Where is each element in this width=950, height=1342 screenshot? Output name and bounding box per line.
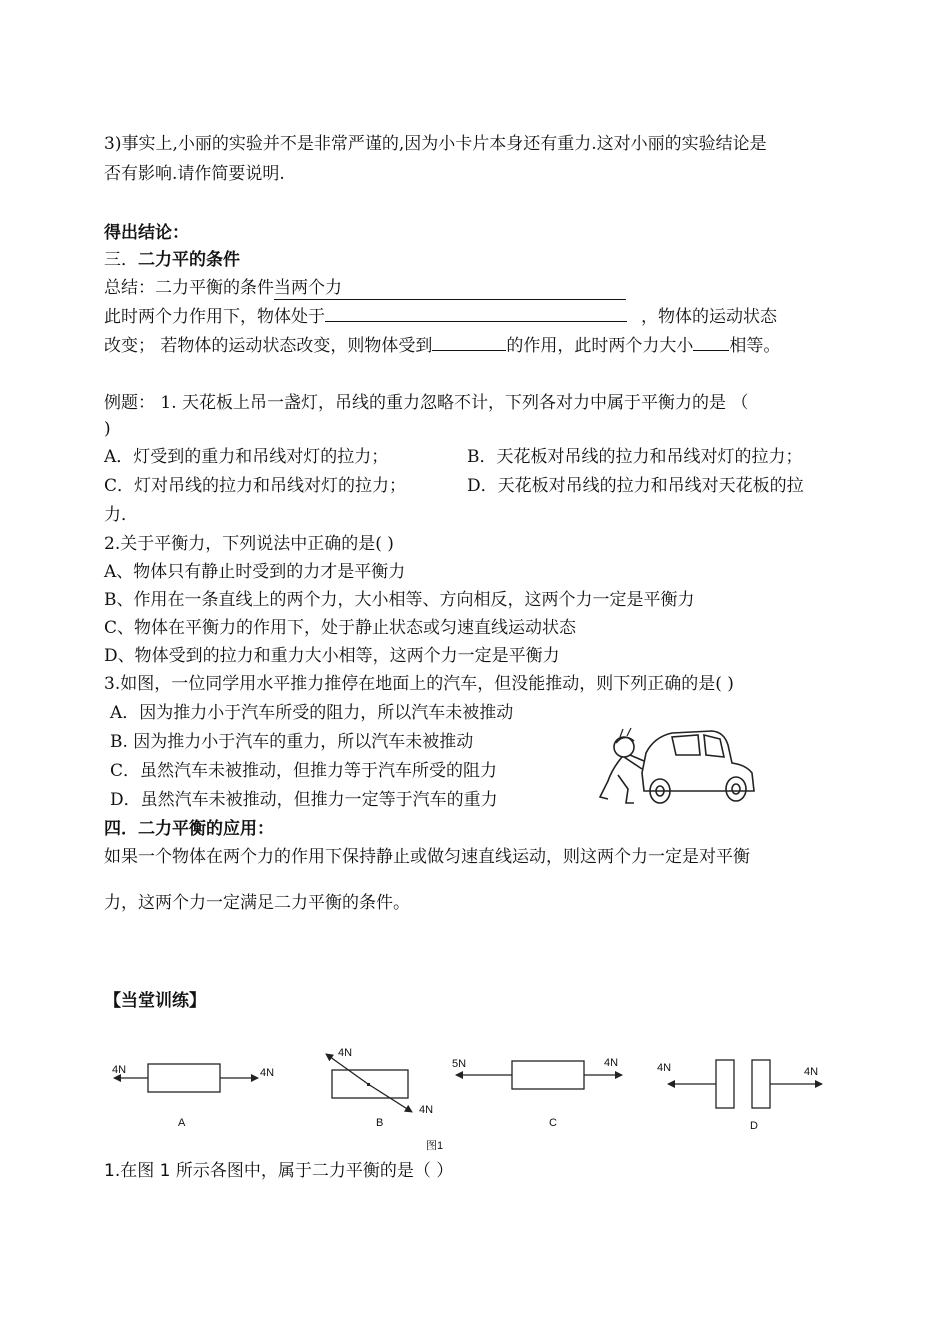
ex2-stem: 2.关于平衡力，下列说法中正确的是( ) bbox=[104, 534, 394, 554]
panel-a-left-force: 4N bbox=[112, 1064, 127, 1076]
ex1-option-d: D．天花板对吊线的拉力和吊线对天花板的拉 bbox=[467, 476, 804, 496]
size-blank bbox=[693, 334, 729, 351]
section3-title: 二力平的条件 bbox=[138, 250, 240, 270]
panel-b-left-force: 4N bbox=[338, 1047, 353, 1059]
summary-blank bbox=[274, 277, 626, 300]
panel-a-right-force: 4N bbox=[260, 1067, 275, 1079]
ex1-paren: ) bbox=[104, 419, 111, 439]
ex2-option-a: A、物体只有静止时受到的力才是平衡力 bbox=[104, 562, 406, 582]
panel-c-label: C bbox=[549, 1117, 557, 1129]
panel-c-left-force: 5N bbox=[452, 1058, 467, 1070]
force-blank bbox=[432, 334, 506, 351]
p3-line1: 3)事实上,小丽的实验并不是非常严谨的,因为小卡片本身还有重力.这对小丽的实验结论是 bbox=[104, 134, 767, 154]
ex1-option-a: A．灯受到的重力和吊线对灯的拉力； bbox=[104, 447, 389, 467]
change-text: 改变； 若物体的运动状态改变，则物体受到 bbox=[104, 336, 433, 356]
ex2-option-c: C、物体在平衡力的作用下，处于静止状态或匀速直线运动状态 bbox=[104, 618, 577, 638]
training-title: 【当堂训练】 bbox=[104, 991, 206, 1011]
panel-d-right-force: 4N bbox=[804, 1066, 819, 1078]
panel-d-left-force: 4N bbox=[657, 1062, 672, 1074]
training-question-1: 1.在图 1 所示各图中，属于二力平衡的是（ ） bbox=[104, 1161, 454, 1181]
section4-line1: 如果一个物体在两个力的作用下保持静止或做匀速直线运动，则这两个力一定是对平衡 bbox=[104, 847, 750, 867]
ex3-stem: 3.如图，一位同学用水平推力推停在地面上的汽车，但没能推动，则下列正确的是( ) bbox=[104, 674, 734, 694]
section3-heading bbox=[104, 249, 240, 271]
panel-c-diagram bbox=[456, 1061, 622, 1089]
ex3-option-a: A．因为推力小于汽车所受的阻力，所以汽车未被推动 bbox=[110, 703, 514, 723]
panel-d-diagram bbox=[668, 1060, 822, 1108]
state-text-tail: ，物体的运动状态 bbox=[641, 307, 777, 327]
section3-number: 三． bbox=[104, 250, 138, 270]
ex3-option-d: D．虽然汽车未被推动，但推力一定等于汽车的重力 bbox=[110, 790, 498, 810]
change-line bbox=[104, 334, 780, 357]
summary-value: 当两个力 bbox=[274, 278, 342, 298]
section4-line2: 力，这两个力一定满足二力平衡的条件。 bbox=[104, 893, 410, 913]
panel-d-label: D bbox=[750, 1120, 758, 1132]
state-blank bbox=[325, 305, 627, 322]
ex1-option-b: B．天花板对吊线的拉力和吊线对灯的拉力； bbox=[467, 447, 803, 467]
p3-line2: 否有影响.请作简要说明. bbox=[104, 164, 285, 184]
panel-b-right-force: 4N bbox=[419, 1104, 434, 1116]
change-text-mid: 的作用，此时两个力大小 bbox=[506, 336, 694, 356]
panel-c-right-force: 4N bbox=[604, 1057, 619, 1069]
ex3-option-c: C．虽然汽车未被推动，但推力等于汽车所受的阻力 bbox=[110, 761, 498, 781]
conclusion-heading: 得出结论： bbox=[104, 223, 189, 243]
change-text-tail: 相等。 bbox=[729, 336, 781, 356]
force-diagram-figure bbox=[100, 1040, 860, 1155]
ex2-option-b: B、作用在一条直线上的两个力，大小相等、方向相反，这两个力一定是平衡力 bbox=[104, 590, 695, 610]
summary-label: 总结：二力平衡的条件 bbox=[104, 278, 274, 298]
panel-b-label: B bbox=[376, 1117, 384, 1129]
ex2-option-d: D、物体受到的拉力和重力大小相等，这两个力一定是平衡力 bbox=[104, 646, 560, 666]
ex1-option-c: C．灯对吊线的拉力和吊线对灯的拉力； bbox=[104, 476, 407, 496]
summary-line bbox=[104, 277, 626, 300]
ex1-stem: 例题： 1. 天花板上吊一盏灯，吊线的重力忽略不计，下列各对力中属于平衡力的是 （ bbox=[104, 393, 749, 413]
panel-a-label: A bbox=[178, 1117, 186, 1129]
ex1-option-d-tail: 力． bbox=[104, 505, 138, 525]
section4-title: 四．二力平衡的应用： bbox=[104, 819, 274, 839]
panel-a-diagram bbox=[114, 1064, 258, 1092]
figure-caption: 图1 bbox=[426, 1140, 444, 1152]
state-line bbox=[104, 305, 777, 328]
ex3-option-b: B. 因为推力小于汽车的重力，所以汽车未被推动 bbox=[110, 732, 474, 752]
state-text: 此时两个力作用下，物体处于 bbox=[104, 307, 325, 327]
car-pushing-illustration bbox=[594, 715, 766, 807]
